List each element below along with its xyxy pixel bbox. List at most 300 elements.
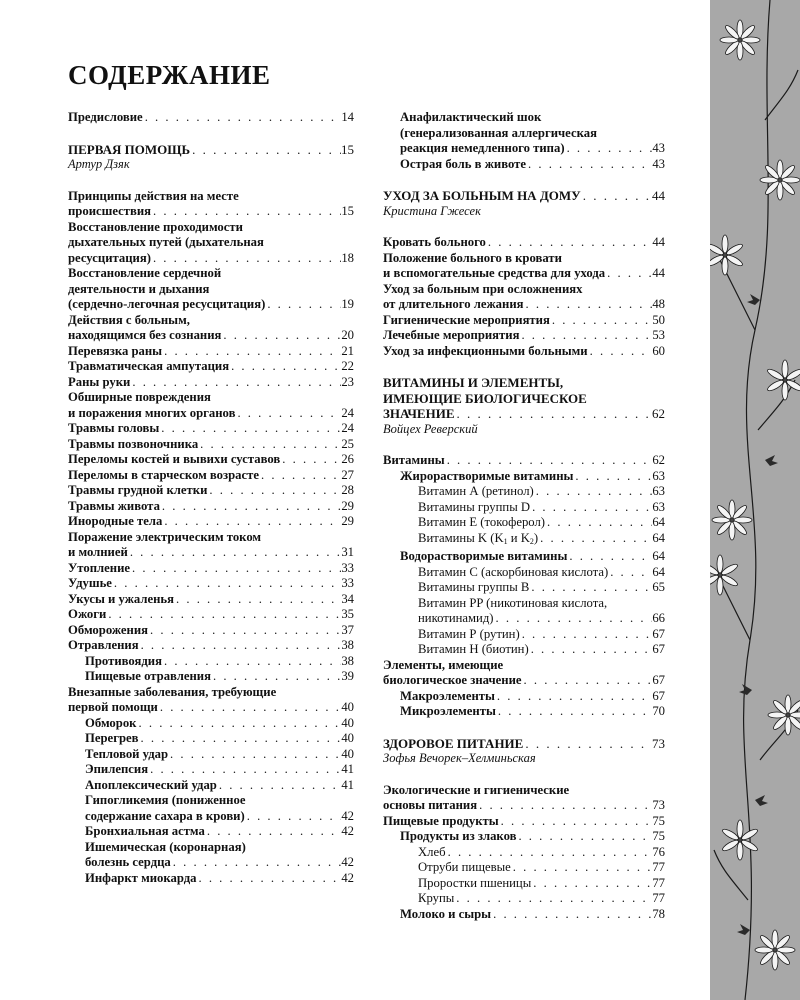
toc-entry[interactable] xyxy=(68,514,354,530)
toc-entry-title: Бронхиальная астма xyxy=(85,824,205,838)
toc-entry-text-line: Уход за больным при осложнениях xyxy=(383,281,583,296)
toc-entry[interactable] xyxy=(68,576,354,592)
section-spacer xyxy=(383,720,665,736)
toc-entry[interactable] xyxy=(68,220,354,267)
toc-entry-title: Перегрев xyxy=(85,731,139,745)
toc-page-number: 77 xyxy=(652,875,665,890)
toc-page-number: 44 xyxy=(652,188,665,203)
toc-leader-dots xyxy=(511,860,653,876)
section-author: Войцех Реверский xyxy=(383,421,478,436)
section-author: Кристина Гжесек xyxy=(383,203,481,218)
toc-leader-dots xyxy=(538,531,652,547)
toc-entry-text-line: Положение больного в кровати xyxy=(383,250,562,265)
toc-entry-text-line: Обширные повреждения xyxy=(68,390,211,404)
toc-entry[interactable] xyxy=(68,110,354,126)
toc-entry[interactable] xyxy=(383,375,665,422)
toc-leader-dots xyxy=(581,188,652,204)
toc-entry[interactable] xyxy=(68,778,354,794)
toc-entry-text-line: Поражение электрическим током xyxy=(68,529,262,544)
toc-entry-text-line: Элементы, имеющие xyxy=(383,657,504,672)
section-spacer xyxy=(383,359,665,375)
section-spacer xyxy=(383,172,665,188)
toc-leader-dots xyxy=(455,406,653,422)
toc-page-number: 64 xyxy=(652,530,665,545)
toc-entry-title: болезнь сердца xyxy=(85,855,171,869)
toc-entry-text-line: ВИТАМИНЫ И ЭЛЕМЕНТЫ, xyxy=(383,375,564,390)
toc-entry[interactable] xyxy=(383,814,665,830)
toc-page-number: 29 xyxy=(341,514,354,528)
toc-page-number: 42 xyxy=(341,870,354,885)
toc-entry-title: Витамин Р (рутин) xyxy=(418,626,520,641)
toc-entry[interactable] xyxy=(68,375,354,391)
toc-page-number: 43 xyxy=(652,141,665,155)
toc-page-number: 38 xyxy=(341,638,354,652)
toc-entry-title: Обморок xyxy=(85,715,137,730)
toc-entry-title: находящимся без сознания xyxy=(68,328,222,342)
toc-leader-dots xyxy=(523,736,652,752)
toc-leader-dots xyxy=(162,514,341,530)
toc-entry-title: Переломы в старческом возрасте xyxy=(68,467,259,482)
toc-entry[interactable] xyxy=(68,793,354,824)
toc-entry[interactable] xyxy=(68,390,354,421)
toc-entry-title: и поражения многих органов xyxy=(68,405,236,420)
toc-entry-title: биологическое значение xyxy=(383,673,522,687)
toc-leader-dots xyxy=(454,891,652,907)
toc-leader-dots xyxy=(198,437,341,453)
toc-leader-dots xyxy=(520,627,653,643)
toc-entry-title: Жирорастворимые витамины xyxy=(400,468,574,483)
toc-page-number: 28 xyxy=(341,483,354,497)
toc-page-number: 65 xyxy=(652,580,665,594)
section-spacer xyxy=(383,437,665,453)
toc-leader-dots xyxy=(545,515,652,531)
toc-entry-text-line: Внезапные заболевания, требующие xyxy=(68,684,277,699)
toc-page-number: 78 xyxy=(652,906,665,921)
toc-entry[interactable] xyxy=(68,452,354,468)
toc-leader-dots xyxy=(148,762,341,778)
toc-leader-dots xyxy=(534,484,653,500)
toc-page-number: 66 xyxy=(652,611,665,625)
toc-leader-dots xyxy=(486,235,652,251)
toc-leader-dots xyxy=(526,157,652,173)
toc-entry[interactable] xyxy=(383,845,665,861)
toc-page-number: 60 xyxy=(652,343,665,358)
toc-entry-title: Микроэлементы xyxy=(400,704,496,718)
toc-leader-dots xyxy=(106,607,341,623)
toc-page-number: 53 xyxy=(652,328,665,342)
toc-entry[interactable] xyxy=(383,549,665,565)
toc-page-number: 31 xyxy=(341,545,354,559)
toc-leader-dots xyxy=(162,344,341,360)
toc-entry[interactable] xyxy=(68,840,354,871)
toc-leader-dots xyxy=(495,689,652,705)
toc-entry[interactable] xyxy=(383,484,665,500)
toc-entry[interactable] xyxy=(68,142,354,158)
toc-page-number: 64 xyxy=(652,549,665,563)
toc-entry-title: Кровать больного xyxy=(383,235,486,249)
toc-entry-title: Гигиенические мероприятия xyxy=(383,312,550,327)
toc-page-number: 75 xyxy=(652,813,665,828)
toc-page-number: 40 xyxy=(341,746,354,761)
toc-entry[interactable] xyxy=(68,421,354,437)
toc-entry-title: содержание сахара в крови) xyxy=(85,808,245,823)
toc-leader-dots xyxy=(221,328,341,344)
toc-entry[interactable] xyxy=(68,313,354,344)
toc-page-number: 15 xyxy=(341,204,354,218)
toc-entry[interactable] xyxy=(68,530,354,561)
toc-entry[interactable] xyxy=(68,592,354,608)
toc-entry[interactable] xyxy=(383,282,665,313)
toc-entry-title: от длительного лежания xyxy=(383,297,524,311)
section-spacer xyxy=(68,173,354,189)
toc-leader-dots xyxy=(171,855,342,871)
toc-entry-title: Травматическая ампутация xyxy=(68,359,230,373)
toc-entry[interactable] xyxy=(383,829,665,845)
toc-leader-dots xyxy=(207,483,341,499)
toc-leader-dots xyxy=(259,468,341,484)
toc-entry-title: Витамин Н (биотин) xyxy=(418,642,529,656)
toc-leader-dots xyxy=(130,561,341,577)
toc-entry[interactable] xyxy=(68,344,354,360)
toc-page-number: 44 xyxy=(652,266,665,280)
toc-leader-dots xyxy=(217,778,341,794)
toc-entry[interactable] xyxy=(383,689,665,705)
toc-entry[interactable] xyxy=(383,891,665,907)
toc-entry-title: никотинамид) xyxy=(418,611,494,625)
toc-entry[interactable] xyxy=(383,313,665,329)
toc-entry[interactable] xyxy=(383,515,665,531)
toc-entry[interactable] xyxy=(68,561,354,577)
section-author: Артур Дзяк xyxy=(68,157,130,171)
toc-page-number: 25 xyxy=(341,436,354,451)
toc-leader-dots xyxy=(205,824,341,840)
toc-entry[interactable] xyxy=(383,453,665,469)
toc-entry-title: Отравления xyxy=(68,638,139,652)
toc-leader-dots xyxy=(608,565,652,581)
toc-entry-text-line: Ишемическая (коронарная) xyxy=(85,839,246,854)
toc-page-number: 40 xyxy=(341,731,354,745)
toc-page-number: 62 xyxy=(652,406,665,421)
toc-page-number: 62 xyxy=(652,453,665,467)
toc-entry[interactable] xyxy=(68,871,354,887)
toc-entry[interactable] xyxy=(383,642,665,658)
toc-leader-dots xyxy=(477,798,652,814)
toc-page-number: 33 xyxy=(341,560,354,575)
toc-entry-title: Утопление xyxy=(68,560,131,575)
toc-entry[interactable] xyxy=(383,627,665,643)
toc-leader-dots xyxy=(567,549,652,565)
toc-page-number: 42 xyxy=(341,808,354,823)
toc-left-column xyxy=(68,110,354,886)
toc-leader-dots xyxy=(531,876,652,892)
toc-leader-dots xyxy=(529,642,653,658)
toc-leader-dots xyxy=(491,907,652,923)
toc-entry-title: Переломы костей и вывихи суставов xyxy=(68,452,281,466)
page-title: СОДЕРЖАНИЕ xyxy=(68,60,271,90)
toc-leader-dots xyxy=(190,142,341,158)
toc-entry-text-line: Восстановление проходимости xyxy=(68,219,243,234)
toc-entry[interactable] xyxy=(68,716,354,732)
toc-leader-dots xyxy=(235,406,341,422)
toc-leader-dots xyxy=(524,297,653,313)
toc-entry[interactable] xyxy=(68,468,354,484)
toc-entry-title: Противоядия xyxy=(85,653,162,668)
toc-leader-dots xyxy=(151,204,341,220)
toc-page-number: 20 xyxy=(341,328,354,342)
toc-entry-title: ЗДОРОВОЕ ПИТАНИЕ xyxy=(383,735,524,751)
toc-entry[interactable] xyxy=(383,328,665,344)
toc-entry[interactable] xyxy=(383,344,665,360)
toc-entry-title: Крупы xyxy=(418,891,455,905)
toc-page-number: 50 xyxy=(652,312,665,327)
toc-entry[interactable] xyxy=(68,669,354,685)
toc-page-number: 23 xyxy=(341,374,354,389)
toc-entry-text-line: Экологические и гигиенические xyxy=(383,782,570,797)
toc-entry[interactable] xyxy=(68,607,354,623)
toc-leader-dots xyxy=(159,421,341,437)
toc-entry-title: Удушье xyxy=(68,576,112,590)
toc-entry-title: ЗНАЧЕНИЕ xyxy=(383,406,455,421)
toc-entry-text-line: Витамин PP (никотиновая кислота, xyxy=(418,595,608,610)
toc-page-number: 63 xyxy=(652,484,665,498)
toc-page-number: 19 xyxy=(341,297,354,311)
toc-entry-title: Раны руки xyxy=(68,374,131,389)
toc-entry-title: Пищевые отравления xyxy=(85,669,211,683)
toc-entry[interactable] xyxy=(68,359,354,375)
toc-entry[interactable] xyxy=(68,747,354,763)
toc-leader-dots xyxy=(148,623,341,639)
toc-entry-title: Лечебные мероприятия xyxy=(383,328,520,342)
toc-entry-text-line: деятельности и дыхания xyxy=(68,281,210,296)
toc-entry-text-line: Принципы действия на месте xyxy=(68,188,239,203)
toc-entry[interactable] xyxy=(383,907,665,923)
toc-page-number: 42 xyxy=(341,855,354,869)
toc-entry[interactable] xyxy=(68,685,354,716)
toc-page-number: 76 xyxy=(652,844,665,859)
toc-entry-title: Витамин А (ретинол) xyxy=(418,484,534,498)
toc-entry[interactable] xyxy=(68,654,354,670)
toc-entry[interactable] xyxy=(68,638,354,654)
toc-entry-title: Травмы грудной клетки xyxy=(68,483,208,497)
toc-page-number: 67 xyxy=(652,626,665,641)
toc-page-number: 27 xyxy=(341,467,354,482)
toc-page-number: 48 xyxy=(652,297,665,311)
toc-entry[interactable] xyxy=(383,876,665,892)
toc-page-number: 75 xyxy=(652,829,665,843)
toc-leader-dots xyxy=(128,545,341,561)
toc-entry-text-line: Гипогликемия (пониженное xyxy=(85,793,246,807)
toc-entry-title: Хлеб xyxy=(418,844,446,859)
toc-entry[interactable] xyxy=(383,860,665,876)
toc-entry-text-line: Восстановление сердечной xyxy=(68,266,222,280)
toc-leader-dots xyxy=(137,716,342,732)
toc-page-number: 21 xyxy=(341,343,354,358)
toc-leader-dots xyxy=(160,499,341,515)
toc-leader-dots xyxy=(151,251,341,267)
toc-entry[interactable] xyxy=(383,110,665,157)
toc-entry-title: Витамины K ($K_1$ и $K_2$) xyxy=(418,530,539,546)
toc-entry-text-line: дыхательных путей (дыхательная xyxy=(68,235,264,249)
decorative-side-strip xyxy=(710,0,800,1000)
toc-entry-title: основы питания xyxy=(383,798,478,812)
toc-entry-title: Эпилепсия xyxy=(85,762,149,776)
toc-entry-title: Обморожения xyxy=(68,622,149,637)
toc-page-number: 77 xyxy=(652,860,665,874)
toc-entry-title: Травмы позвоночника xyxy=(68,436,199,451)
toc-entry-title: Предисловие xyxy=(68,110,143,124)
toc-entry[interactable] xyxy=(68,762,354,778)
toc-leader-dots xyxy=(139,638,342,654)
toc-page-number: 64 xyxy=(652,564,665,579)
toc-page-number: 38 xyxy=(341,653,354,668)
toc-entry-title: (сердечно-легочная ресусцитация) xyxy=(68,297,266,311)
toc-entry-title: Макроэлементы xyxy=(400,688,495,703)
toc-entry-title: и молнией xyxy=(68,545,128,559)
toc-entry[interactable] xyxy=(383,736,665,752)
toc-leader-dots xyxy=(265,297,341,313)
toc-entry-title: Ожоги xyxy=(68,607,107,621)
toc-page-number: 42 xyxy=(341,824,354,838)
section-spacer xyxy=(68,126,354,142)
toc-leader-dots xyxy=(245,809,342,825)
toc-entry[interactable] xyxy=(68,623,354,639)
toc-leader-dots xyxy=(494,611,653,627)
toc-entry-title: Травмы живота xyxy=(68,498,160,513)
toc-leader-dots xyxy=(280,452,341,468)
toc-leader-dots xyxy=(499,814,653,830)
toc-page-number: 18 xyxy=(341,250,354,265)
toc-entry-title: ресусцитация) xyxy=(68,250,151,265)
toc-leader-dots xyxy=(229,359,341,375)
toc-page-number: 35 xyxy=(341,607,354,621)
toc-leader-dots xyxy=(143,110,342,126)
toc-page-number: 15 xyxy=(341,141,354,157)
toc-page-number: 40 xyxy=(341,715,354,730)
toc-page-number: 34 xyxy=(341,591,354,606)
toc-entry-title: Укусы и ужаленья xyxy=(68,591,175,606)
toc-page-number: 73 xyxy=(652,735,665,751)
toc-leader-dots xyxy=(174,592,341,608)
toc-entry[interactable] xyxy=(383,565,665,581)
toc-entry-title: Витамины группы D xyxy=(418,499,531,514)
toc-page-number: 70 xyxy=(652,704,665,718)
toc-page-number: 33 xyxy=(341,576,354,590)
toc-entry-title: Витамин С (аскорбиновая кислота) xyxy=(418,564,609,579)
toc-entry[interactable] xyxy=(68,189,354,220)
toc-leader-dots xyxy=(522,673,653,689)
toc-page-number: 14 xyxy=(341,110,354,124)
toc-entry-title: Витамин Е (токоферол) xyxy=(418,515,546,529)
toc-entry-title: ПЕРВАЯ ПОМОЩЬ xyxy=(68,141,191,157)
toc-page-number: 67 xyxy=(652,688,665,703)
toc-entry[interactable] xyxy=(68,483,354,499)
toc-entry[interactable] xyxy=(383,235,665,251)
toc-leader-dots xyxy=(211,669,341,685)
toc-leader-dots xyxy=(162,654,341,670)
toc-leader-dots xyxy=(496,704,652,720)
toc-page-number: 40 xyxy=(341,700,354,714)
toc-entry-title: происшествия xyxy=(68,204,152,218)
toc-leader-dots xyxy=(112,576,341,592)
toc-page-number: 26 xyxy=(341,452,354,466)
toc-entry[interactable] xyxy=(68,437,354,453)
toc-entry[interactable] xyxy=(383,251,665,282)
toc-leader-dots xyxy=(446,845,653,861)
toc-entry[interactable] xyxy=(383,157,665,173)
toc-page-number: 41 xyxy=(341,762,354,776)
toc-entry[interactable] xyxy=(383,531,665,550)
toc-entry-title: первой помощи xyxy=(68,700,158,714)
toc-leader-dots xyxy=(445,453,653,469)
toc-page-number: 77 xyxy=(652,891,665,905)
toc-entry[interactable] xyxy=(383,500,665,516)
toc-entry-title: Перевязка раны xyxy=(68,343,163,358)
toc-page-number: 43 xyxy=(652,156,665,171)
toc-leader-dots xyxy=(519,328,652,344)
toc-entry[interactable] xyxy=(383,580,665,596)
toc-entry-title: Уход за инфекционными больными xyxy=(383,343,588,358)
toc-entry-title: Пищевые продукты xyxy=(383,813,499,828)
toc-entry-title: Проростки пшеницы xyxy=(418,875,532,890)
toc-entry-title: Тепловой удар xyxy=(85,746,169,761)
section-spacer xyxy=(383,219,665,235)
toc-page-number: 67 xyxy=(652,673,665,687)
toc-entry[interactable] xyxy=(68,499,354,515)
toc-entry-title: Инфаркт миокарда xyxy=(85,870,197,885)
toc-entry-title: Витамины xyxy=(383,453,445,467)
toc-entry-title: Витамины группы В xyxy=(418,580,530,594)
toc-leader-dots xyxy=(168,747,341,763)
section-author: Зофья Вечорек–Хелминьская xyxy=(383,751,536,765)
toc-entry-title: Инородные тела xyxy=(68,514,163,528)
toc-entry-title: Травмы головы xyxy=(68,421,160,435)
toc-entry[interactable] xyxy=(383,704,665,720)
toc-leader-dots xyxy=(530,500,652,516)
toc-entry[interactable] xyxy=(383,596,665,627)
toc-page-number: 41 xyxy=(341,777,354,792)
toc-entry[interactable] xyxy=(68,824,354,840)
toc-page-number: 63 xyxy=(652,468,665,483)
toc-entry[interactable] xyxy=(383,188,665,204)
toc-entry-title: Продукты из злаков xyxy=(400,829,517,843)
toc-page-number: 24 xyxy=(341,421,354,435)
toc-entry-title: Водорастворимые витамины xyxy=(400,549,568,563)
toc-page-number: 67 xyxy=(652,642,665,656)
toc-leader-dots xyxy=(139,731,342,747)
toc-entry-text-line: ИМЕЮЩИЕ БИОЛОГИЧЕСКОЕ xyxy=(383,390,587,406)
toc-entry[interactable] xyxy=(383,469,665,485)
toc-page-number: 39 xyxy=(341,669,354,683)
toc-entry[interactable] xyxy=(383,658,665,689)
toc-entry[interactable] xyxy=(383,783,665,814)
toc-entry-text-line: (генерализованная аллергическая xyxy=(400,125,597,140)
toc-entry[interactable] xyxy=(68,731,354,747)
toc-entry-title: Острая боль в животе xyxy=(400,156,527,171)
toc-page-number: 63 xyxy=(652,499,665,514)
toc-entry-title: Молоко и сыры xyxy=(400,906,492,921)
chamomile-illustration xyxy=(710,0,800,1000)
toc-page-number: 44 xyxy=(652,235,665,249)
toc-leader-dots xyxy=(550,313,652,329)
toc-page-number: 22 xyxy=(341,359,354,373)
toc-page-number: 64 xyxy=(652,515,665,529)
section-spacer xyxy=(383,767,665,783)
toc-entry[interactable] xyxy=(68,266,354,313)
toc-leader-dots xyxy=(516,829,652,845)
toc-page-number: 24 xyxy=(341,405,354,420)
toc-leader-dots xyxy=(605,266,652,282)
toc-leader-dots xyxy=(158,700,341,716)
